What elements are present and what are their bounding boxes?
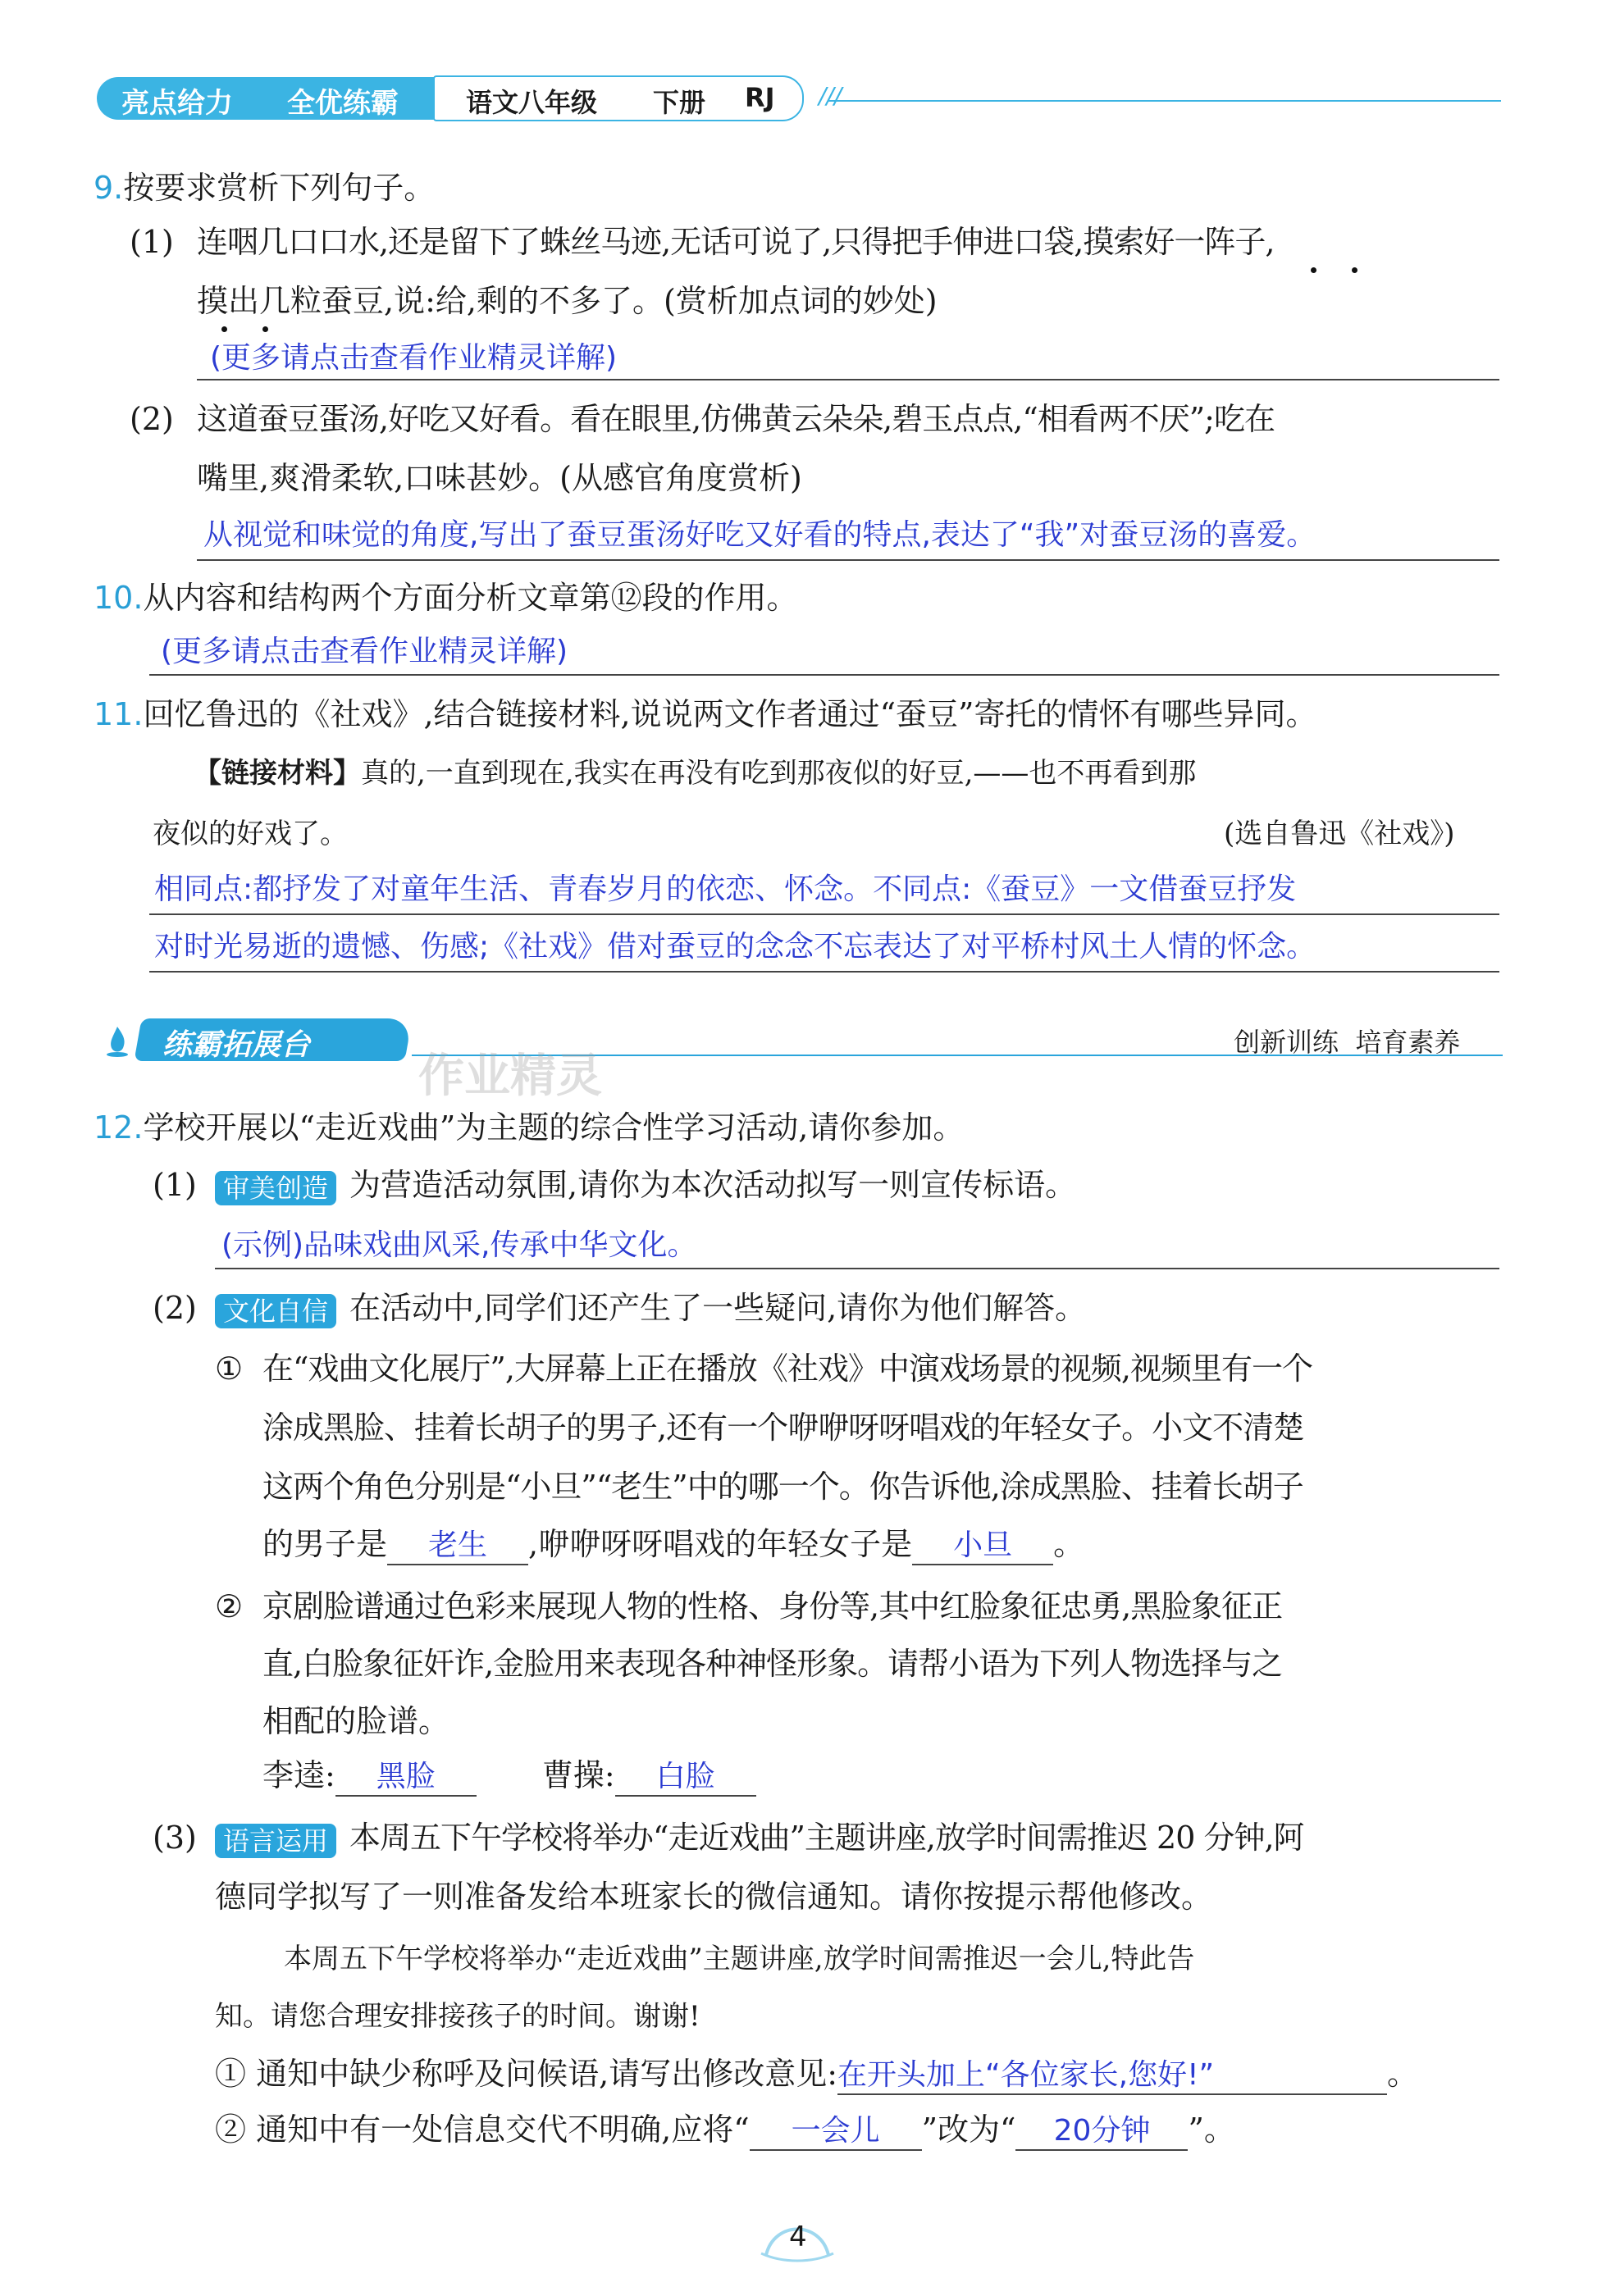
c1-line3: 这两个角色分别是“小旦”“老生”中的哪一个。你告诉他,涂成黑脸、挂着长胡子	[262, 1469, 1303, 1505]
q11-answer-line2: 对时光易逝的遗憾、伤感;《社戏》借对蚕豆的念念不忘表达了对平桥村风土人情的怀念。	[154, 930, 1316, 963]
c2-line1: 京剧脸谱通过色彩来展现人物的性格、身份等,其中红脸象征忠勇,黑脸象征正	[262, 1588, 1283, 1624]
brand-left: 亮点给力	[121, 87, 233, 120]
q9-prompt: 9.按要求赏析下列句子。	[94, 170, 436, 206]
blank-likui[interactable]: 黑脸	[335, 1759, 477, 1797]
revision-2: ② 通知中有一处信息交代不明确,应将“ 一会儿 ”改为“ 20分钟 ”。	[215, 2111, 1235, 2151]
revision-1: ① 通知中缺少称呼及问候语,请写出修改意见:在开头加上“各位家长,您好!” 。	[215, 2055, 1418, 2095]
q11-prompt: 11.回忆鲁迅的《社戏》,结合链接材料,说说两文作者通过“蚕豆”寄托的情怀有哪些异同。	[94, 696, 1317, 732]
page-number: 4	[789, 2221, 807, 2253]
q12-p1-label: (1)	[153, 1167, 197, 1203]
q9-s2-line1: 这道蚕豆蛋汤,好吃又好看。看在眼里,仿佛黄云朵朵,碧玉点点,“相看两不厌”;吃在	[197, 401, 1275, 437]
q9-number: 9.	[94, 170, 124, 206]
q12-p3-line2: 德同学拟写了一则准备发给本班家长的微信通知。请你按提示帮他修改。	[215, 1879, 1213, 1915]
blank-new-phrase[interactable]: 20分钟	[1015, 2113, 1188, 2151]
section-title: 练霸拓展台	[162, 1028, 311, 1062]
subject-label: 语文八年级	[466, 87, 598, 118]
c1-line2: 涂成黑脸、挂着长胡子的男子,还有一个咿咿呀呀唱戏的年轻女子。小文不清楚	[262, 1410, 1304, 1446]
c2-line2: 直,白脸象征奸诈,金脸用来表现各种神怪形象。请帮小语为下列人物选择与之	[262, 1646, 1283, 1682]
q9-s2-line2: 嘴里,爽滑柔软,口味甚妙。(从感官角度赏析)	[197, 460, 802, 496]
name-likui: 李逵:	[262, 1757, 335, 1793]
c1-line4: 的男子是 老生 ,咿咿呀呀唱戏的年轻女子是 小旦 。	[262, 1525, 1084, 1565]
emphasis-dot	[221, 326, 227, 332]
section-right: 创新训练 培育素养	[1234, 1027, 1461, 1058]
c2-mark: ②	[215, 1588, 244, 1624]
c2-answers	[262, 1756, 756, 1797]
header-slashes: ///	[819, 82, 842, 109]
header-rule	[828, 100, 1501, 102]
q10-number: 10.	[94, 580, 144, 616]
q9-s1-answer[interactable]: (更多请点击查看作业精灵详解)	[210, 341, 618, 375]
answer-line	[215, 1268, 1499, 1269]
blank-xiaodan[interactable]: 小旦	[912, 1528, 1053, 1565]
blank-old-phrase[interactable]: 一会儿	[750, 2113, 922, 2151]
q10-prompt: 10.从内容和结构两个方面分析文章第⑫段的作用。	[94, 580, 798, 616]
q12-p3-label: (3)	[153, 1820, 197, 1856]
volume-label: 下册	[653, 87, 706, 118]
blank-laosheng[interactable]: 老生	[387, 1528, 528, 1565]
q9-s2-answer: 从视觉和味觉的角度,写出了蚕豆蛋汤好吃又好看的特点,表达了“我”对蚕豆汤的喜爱。	[203, 518, 1316, 552]
blank-greeting[interactable]: 在开头加上“各位家长,您好!”	[837, 2057, 1387, 2095]
q9-s1-line2: 摸出几粒蚕豆,说:给,剩的不多了。(赏析加点词的妙处)	[197, 283, 938, 319]
tag-aesthetic: 审美创造	[215, 1171, 336, 1205]
answer-line	[197, 379, 1499, 380]
edition-label: RJ	[745, 82, 775, 113]
q10-answer[interactable]: (更多请点击查看作业精灵详解)	[161, 635, 568, 668]
section-banner	[92, 1015, 1503, 1064]
q11-number: 11.	[94, 696, 144, 732]
notice-line1: 本周五下午学校将举办“走近戏曲”主题讲座,放学时间需推迟一会儿,特此告	[284, 1943, 1195, 1975]
q12-p3-line1: 语言运用 本周五下午学校将举办“走近戏曲”主题讲座,放学时间需推迟 20 分钟,阿	[215, 1819, 1304, 1858]
blank-caocao[interactable]: 白脸	[615, 1759, 756, 1797]
answer-line	[197, 559, 1499, 561]
emphasis-dot	[262, 326, 268, 332]
watermark: 作业精灵	[418, 1050, 602, 1103]
q11-answer-line1: 相同点:都抒发了对童年生活、青春岁月的依恋、怀念。不同点:《蚕豆》一文借蚕豆抒发	[154, 872, 1297, 906]
q12-number: 12.	[94, 1109, 144, 1146]
link-label: 【链接材料】	[194, 757, 361, 790]
notice-line2: 知。请您合理安排接孩子的时间。谢谢!	[215, 2000, 700, 2033]
answer-line	[149, 913, 1499, 915]
c2-line3: 相配的脸谱。	[262, 1703, 450, 1739]
q12-p2-label: (2)	[153, 1290, 197, 1326]
q11-link-line1: 【链接材料】真的,一直到现在,我实在再没有吃到那夜似的好豆,——也不再看到那	[194, 757, 1197, 790]
answer-line	[149, 971, 1499, 973]
emphasis-dot	[1352, 267, 1357, 273]
emphasis-dot	[1311, 267, 1316, 273]
c1-mark: ①	[215, 1351, 244, 1387]
flame-icon	[105, 1025, 130, 1058]
name-caocao: 曹操:	[541, 1757, 615, 1793]
tag-culture: 文化自信	[215, 1294, 336, 1328]
q12-p1-line: 审美创造 为营造活动氛围,请你为本次活动拟写一则宣传标语。	[215, 1166, 1076, 1205]
page-number-badge	[758, 2212, 837, 2263]
header-banner	[97, 74, 812, 123]
q9-s1-label: (1)	[130, 224, 174, 260]
q11-link-line2: 夜似的好戏了。	[153, 818, 348, 850]
q9-s1-line1: 连咽几口口水,还是留下了蛛丝马迹,无话可说了,只得把手伸进口袋,摸索好一阵子,	[197, 224, 1275, 260]
q12-p2-line: 文化自信 在活动中,同学们还产生了一些疑问,请你为他们解答。	[215, 1289, 1086, 1328]
brand-right: 全优练霸	[287, 87, 399, 120]
q12-p1-answer: (示例)品味戏曲风采,传承中华文化。	[221, 1228, 697, 1262]
answer-line	[149, 674, 1499, 676]
q11-link-source: (选自鲁迅《社戏》)	[1224, 818, 1455, 850]
q9-s2-label: (2)	[130, 401, 174, 437]
c1-line1: 在“戏曲文化展厅”,大屏幕上正在播放《社戏》中演戏场景的视频,视频里有一个	[262, 1351, 1313, 1387]
q12-prompt: 12.学校开展以“走近戏曲”为主题的综合性学习活动,请你参加。	[94, 1109, 965, 1146]
tag-language: 语言运用	[215, 1824, 336, 1858]
